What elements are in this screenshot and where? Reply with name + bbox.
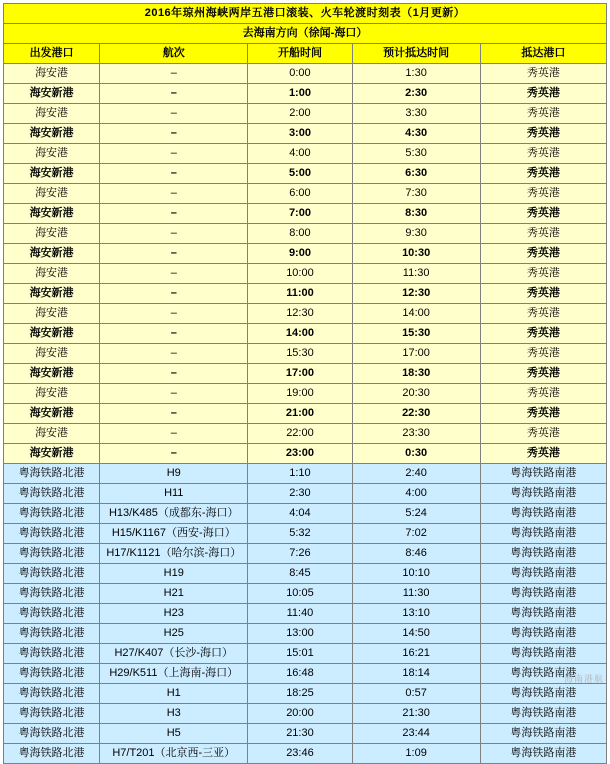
- table-row: [4, 744, 607, 764]
- cell-departure-port: 粤海铁路北港: [4, 504, 100, 524]
- cell-departure-time: 1:10: [248, 464, 352, 484]
- cell-arrival-time: 13:10: [352, 604, 480, 624]
- cell-arrival-time: 23:44: [352, 724, 480, 744]
- direction-subtitle: 去海南方向（徐闻-海口）: [4, 24, 607, 44]
- cell-departure-port: 海安新港: [4, 444, 100, 464]
- cell-departure-time: 10:00: [248, 264, 352, 284]
- cell-departure-port: 粤海铁路北港: [4, 584, 100, 604]
- table-row: [4, 564, 607, 584]
- cell-departure-port: 海安港: [4, 104, 100, 124]
- table-row: [4, 244, 607, 264]
- cell-departure-time: 11:00: [248, 284, 352, 304]
- cell-arrival-port: 秀英港: [480, 344, 606, 364]
- cell-arrival-port: 秀英港: [480, 364, 606, 384]
- cell-departure-port: 粤海铁路北港: [4, 684, 100, 704]
- table-row: [4, 204, 607, 224]
- cell-arrival-port: 秀英港: [480, 324, 606, 344]
- cell-departure-port: 粤海铁路北港: [4, 624, 100, 644]
- cell-arrival-time: 7:02: [352, 524, 480, 544]
- cell-voyage: –: [100, 124, 248, 144]
- title-row: [4, 4, 607, 24]
- cell-departure-port: 海安港: [4, 64, 100, 84]
- table-row: [4, 144, 607, 164]
- table-row: [4, 364, 607, 384]
- cell-departure-port: 海安新港: [4, 364, 100, 384]
- cell-departure-port: 海安港: [4, 344, 100, 364]
- cell-arrival-port: 秀英港: [480, 124, 606, 144]
- cell-departure-time: 23:46: [248, 744, 352, 764]
- cell-arrival-time: 8:46: [352, 544, 480, 564]
- cell-departure-port: 海安港: [4, 224, 100, 244]
- cell-arrival-time: 0:30: [352, 444, 480, 464]
- table-row: [4, 484, 607, 504]
- cell-departure-time: 10:05: [248, 584, 352, 604]
- cell-voyage: –: [100, 204, 248, 224]
- cell-departure-time: 7:00: [248, 204, 352, 224]
- cell-voyage: –: [100, 84, 248, 104]
- cell-voyage: –: [100, 364, 248, 384]
- cell-departure-time: 5:00: [248, 164, 352, 184]
- table-row: [4, 344, 607, 364]
- cell-departure-time: 16:48: [248, 664, 352, 684]
- cell-departure-port: 海安新港: [4, 284, 100, 304]
- cell-departure-time: 15:30: [248, 344, 352, 364]
- cell-arrival-port: 粤海铁路南港: [480, 644, 606, 664]
- cell-departure-time: 4:04: [248, 504, 352, 524]
- table-row: [4, 124, 607, 144]
- cell-arrival-port: 秀英港: [480, 264, 606, 284]
- cell-arrival-port: 秀英港: [480, 384, 606, 404]
- cell-arrival-time: 9:30: [352, 224, 480, 244]
- cell-voyage: H13/K485（成都东-海口）: [100, 504, 248, 524]
- cell-arrival-port: 秀英港: [480, 424, 606, 444]
- cell-departure-time: 2:00: [248, 104, 352, 124]
- cell-departure-time: 19:00: [248, 384, 352, 404]
- cell-voyage: –: [100, 264, 248, 284]
- cell-voyage: H29/K511（上海南-海口）: [100, 664, 248, 684]
- cell-arrival-port: 秀英港: [480, 144, 606, 164]
- cell-departure-port: 粤海铁路北港: [4, 564, 100, 584]
- cell-departure-port: 海安港: [4, 304, 100, 324]
- cell-departure-time: 1:00: [248, 84, 352, 104]
- cell-arrival-port: 粤海铁路南港: [480, 564, 606, 584]
- cell-arrival-port: 粤海铁路南港: [480, 744, 606, 764]
- cell-arrival-time: 21:30: [352, 704, 480, 724]
- cell-arrival-time: 11:30: [352, 264, 480, 284]
- cell-arrival-port: 粤海铁路南港: [480, 664, 606, 684]
- subtitle-row: [4, 24, 607, 44]
- watermark: 海南港航: [563, 674, 604, 684]
- cell-arrival-time: 8:30: [352, 204, 480, 224]
- cell-departure-time: 3:00: [248, 124, 352, 144]
- cell-departure-port: 粤海铁路北港: [4, 604, 100, 624]
- cell-voyage: H25: [100, 624, 248, 644]
- cell-departure-port: 海安港: [4, 144, 100, 164]
- cell-arrival-port: 秀英港: [480, 204, 606, 224]
- cell-departure-port: 海安新港: [4, 204, 100, 224]
- cell-arrival-port: 秀英港: [480, 304, 606, 324]
- cell-arrival-port: 秀英港: [480, 224, 606, 244]
- cell-arrival-port: 粤海铁路南港: [480, 624, 606, 644]
- table-row: [4, 724, 607, 744]
- cell-departure-port: 海安新港: [4, 244, 100, 264]
- cell-voyage: –: [100, 184, 248, 204]
- cell-departure-time: 8:45: [248, 564, 352, 584]
- cell-departure-time: 0:00: [248, 64, 352, 84]
- table-row: [4, 164, 607, 184]
- cell-departure-time: 8:00: [248, 224, 352, 244]
- cell-arrival-port: 秀英港: [480, 244, 606, 264]
- cell-departure-port: 粤海铁路北港: [4, 704, 100, 724]
- cell-voyage: H7/T201（北京西-三亚）: [100, 744, 248, 764]
- cell-voyage: H11: [100, 484, 248, 504]
- cell-arrival-time: 18:30: [352, 364, 480, 384]
- table-row: [4, 444, 607, 464]
- cell-voyage: –: [100, 224, 248, 244]
- cell-arrival-port: 秀英港: [480, 164, 606, 184]
- cell-departure-port: 粤海铁路北港: [4, 724, 100, 744]
- cell-arrival-port: 粤海铁路南港: [480, 584, 606, 604]
- cell-arrival-time: 23:30: [352, 424, 480, 444]
- cell-departure-port: 粤海铁路北港: [4, 544, 100, 564]
- cell-departure-time: 6:00: [248, 184, 352, 204]
- cell-departure-time: 9:00: [248, 244, 352, 264]
- cell-departure-time: 11:40: [248, 604, 352, 624]
- cell-departure-time: 14:00: [248, 324, 352, 344]
- cell-departure-port: 海安港: [4, 424, 100, 444]
- header-departure-port: 出发港口: [4, 44, 100, 64]
- cell-arrival-time: 14:00: [352, 304, 480, 324]
- cell-arrival-port: 秀英港: [480, 84, 606, 104]
- cell-voyage: –: [100, 324, 248, 344]
- cell-voyage: –: [100, 244, 248, 264]
- cell-arrival-time: 15:30: [352, 324, 480, 344]
- cell-voyage: –: [100, 384, 248, 404]
- cell-arrival-port: 秀英港: [480, 184, 606, 204]
- cell-arrival-time: 5:24: [352, 504, 480, 524]
- cell-arrival-time: 2:40: [352, 464, 480, 484]
- table-row: [4, 704, 607, 724]
- cell-departure-port: 粤海铁路北港: [4, 464, 100, 484]
- header-arrival-port: 抵达港口: [480, 44, 606, 64]
- cell-voyage: H1: [100, 684, 248, 704]
- cell-voyage: –: [100, 424, 248, 444]
- cell-voyage: –: [100, 144, 248, 164]
- cell-arrival-time: 5:30: [352, 144, 480, 164]
- cell-departure-port: 海安新港: [4, 324, 100, 344]
- header-arrival-time: 预计抵达时间: [352, 44, 480, 64]
- cell-arrival-port: 粤海铁路南港: [480, 724, 606, 744]
- table-row: [4, 184, 607, 204]
- cell-departure-time: 7:26: [248, 544, 352, 564]
- table-row: [4, 104, 607, 124]
- table-row: [4, 64, 607, 84]
- cell-arrival-time: 16:21: [352, 644, 480, 664]
- cell-voyage: H5: [100, 724, 248, 744]
- cell-departure-time: 15:01: [248, 644, 352, 664]
- cell-arrival-time: 1:09: [352, 744, 480, 764]
- cell-arrival-time: 22:30: [352, 404, 480, 424]
- cell-departure-port: 海安港: [4, 384, 100, 404]
- table-row: [4, 264, 607, 284]
- cell-arrival-port: 粤海铁路南港: [480, 604, 606, 624]
- cell-arrival-port: 秀英港: [480, 444, 606, 464]
- table-row: [4, 224, 607, 244]
- cell-voyage: H9: [100, 464, 248, 484]
- cell-departure-port: 海安新港: [4, 404, 100, 424]
- cell-departure-time: 23:00: [248, 444, 352, 464]
- cell-arrival-time: 14:50: [352, 624, 480, 644]
- cell-voyage: –: [100, 284, 248, 304]
- cell-departure-time: 12:30: [248, 304, 352, 324]
- table-row: [4, 384, 607, 404]
- ferry-timetable: [3, 3, 607, 764]
- cell-voyage: H15/K1167（西安-海口）: [100, 524, 248, 544]
- cell-departure-time: 18:25: [248, 684, 352, 704]
- table-row: [4, 324, 607, 344]
- cell-departure-time: 17:00: [248, 364, 352, 384]
- cell-departure-time: 13:00: [248, 624, 352, 644]
- cell-voyage: –: [100, 344, 248, 364]
- cell-voyage: H21: [100, 584, 248, 604]
- cell-arrival-port: 粤海铁路南港: [480, 704, 606, 724]
- cell-arrival-port: 粤海铁路南港: [480, 464, 606, 484]
- cell-arrival-time: 10:10: [352, 564, 480, 584]
- table-row: [4, 424, 607, 444]
- cell-departure-time: 20:00: [248, 704, 352, 724]
- cell-arrival-port: 秀英港: [480, 64, 606, 84]
- cell-arrival-port: 粤海铁路南港: [480, 504, 606, 524]
- column-header-row: [4, 44, 607, 64]
- cell-departure-time: 22:00: [248, 424, 352, 444]
- cell-arrival-time: 3:30: [352, 104, 480, 124]
- table-row: [4, 544, 607, 564]
- cell-arrival-time: 17:00: [352, 344, 480, 364]
- cell-departure-port: 海安港: [4, 184, 100, 204]
- cell-departure-port: 海安港: [4, 264, 100, 284]
- cell-departure-time: 5:32: [248, 524, 352, 544]
- cell-departure-time: 2:30: [248, 484, 352, 504]
- cell-departure-time: 4:00: [248, 144, 352, 164]
- table-row: [4, 604, 607, 624]
- table-row: [4, 524, 607, 544]
- cell-voyage: H23: [100, 604, 248, 624]
- cell-voyage: H19: [100, 564, 248, 584]
- timetable-body: [4, 4, 607, 764]
- page-title: 2016年琼州海峡两岸五港口滚装、火车轮渡时刻表（1月更新）: [4, 4, 607, 24]
- table-row: [4, 504, 607, 524]
- cell-arrival-time: 12:30: [352, 284, 480, 304]
- header-departure-time: 开船时间: [248, 44, 352, 64]
- cell-voyage: –: [100, 404, 248, 424]
- cell-arrival-port: 粤海铁路南港: [480, 684, 606, 704]
- cell-arrival-port: 秀英港: [480, 404, 606, 424]
- cell-voyage: –: [100, 164, 248, 184]
- cell-arrival-port: 粤海铁路南港: [480, 484, 606, 504]
- table-row: [4, 664, 607, 684]
- cell-arrival-time: 20:30: [352, 384, 480, 404]
- cell-departure-time: 21:30: [248, 724, 352, 744]
- cell-voyage: H27/K407（长沙-海口）: [100, 644, 248, 664]
- table-row: [4, 644, 607, 664]
- cell-departure-port: 海安新港: [4, 124, 100, 144]
- table-row: [4, 584, 607, 604]
- table-row: [4, 304, 607, 324]
- cell-arrival-time: 4:30: [352, 124, 480, 144]
- cell-voyage: –: [100, 444, 248, 464]
- cell-arrival-time: 11:30: [352, 584, 480, 604]
- cell-departure-port: 海安新港: [4, 84, 100, 104]
- cell-arrival-port: 粤海铁路南港: [480, 524, 606, 544]
- header-voyage: 航次: [100, 44, 248, 64]
- cell-voyage: H3: [100, 704, 248, 724]
- cell-voyage: –: [100, 104, 248, 124]
- cell-departure-port: 粤海铁路北港: [4, 524, 100, 544]
- cell-arrival-time: 6:30: [352, 164, 480, 184]
- cell-voyage: –: [100, 304, 248, 324]
- cell-arrival-port: 粤海铁路南港: [480, 544, 606, 564]
- cell-arrival-port: 秀英港: [480, 104, 606, 124]
- cell-voyage: H17/K1121（哈尔滨-海口）: [100, 544, 248, 564]
- cell-departure-port: 粤海铁路北港: [4, 744, 100, 764]
- cell-arrival-time: 1:30: [352, 64, 480, 84]
- cell-arrival-time: 0:57: [352, 684, 480, 704]
- table-row: [4, 464, 607, 484]
- table-row: [4, 284, 607, 304]
- cell-departure-time: 21:00: [248, 404, 352, 424]
- cell-departure-port: 粤海铁路北港: [4, 644, 100, 664]
- cell-arrival-time: 7:30: [352, 184, 480, 204]
- table-row: [4, 404, 607, 424]
- cell-departure-port: 粤海铁路北港: [4, 484, 100, 504]
- table-row: [4, 84, 607, 104]
- cell-voyage: –: [100, 64, 248, 84]
- cell-arrival-port: 秀英港: [480, 284, 606, 304]
- table-row: [4, 624, 607, 644]
- cell-arrival-time: 10:30: [352, 244, 480, 264]
- cell-departure-port: 粤海铁路北港: [4, 664, 100, 684]
- cell-departure-port: 海安新港: [4, 164, 100, 184]
- cell-arrival-time: 4:00: [352, 484, 480, 504]
- cell-arrival-time: 18:14: [352, 664, 480, 684]
- cell-arrival-time: 2:30: [352, 84, 480, 104]
